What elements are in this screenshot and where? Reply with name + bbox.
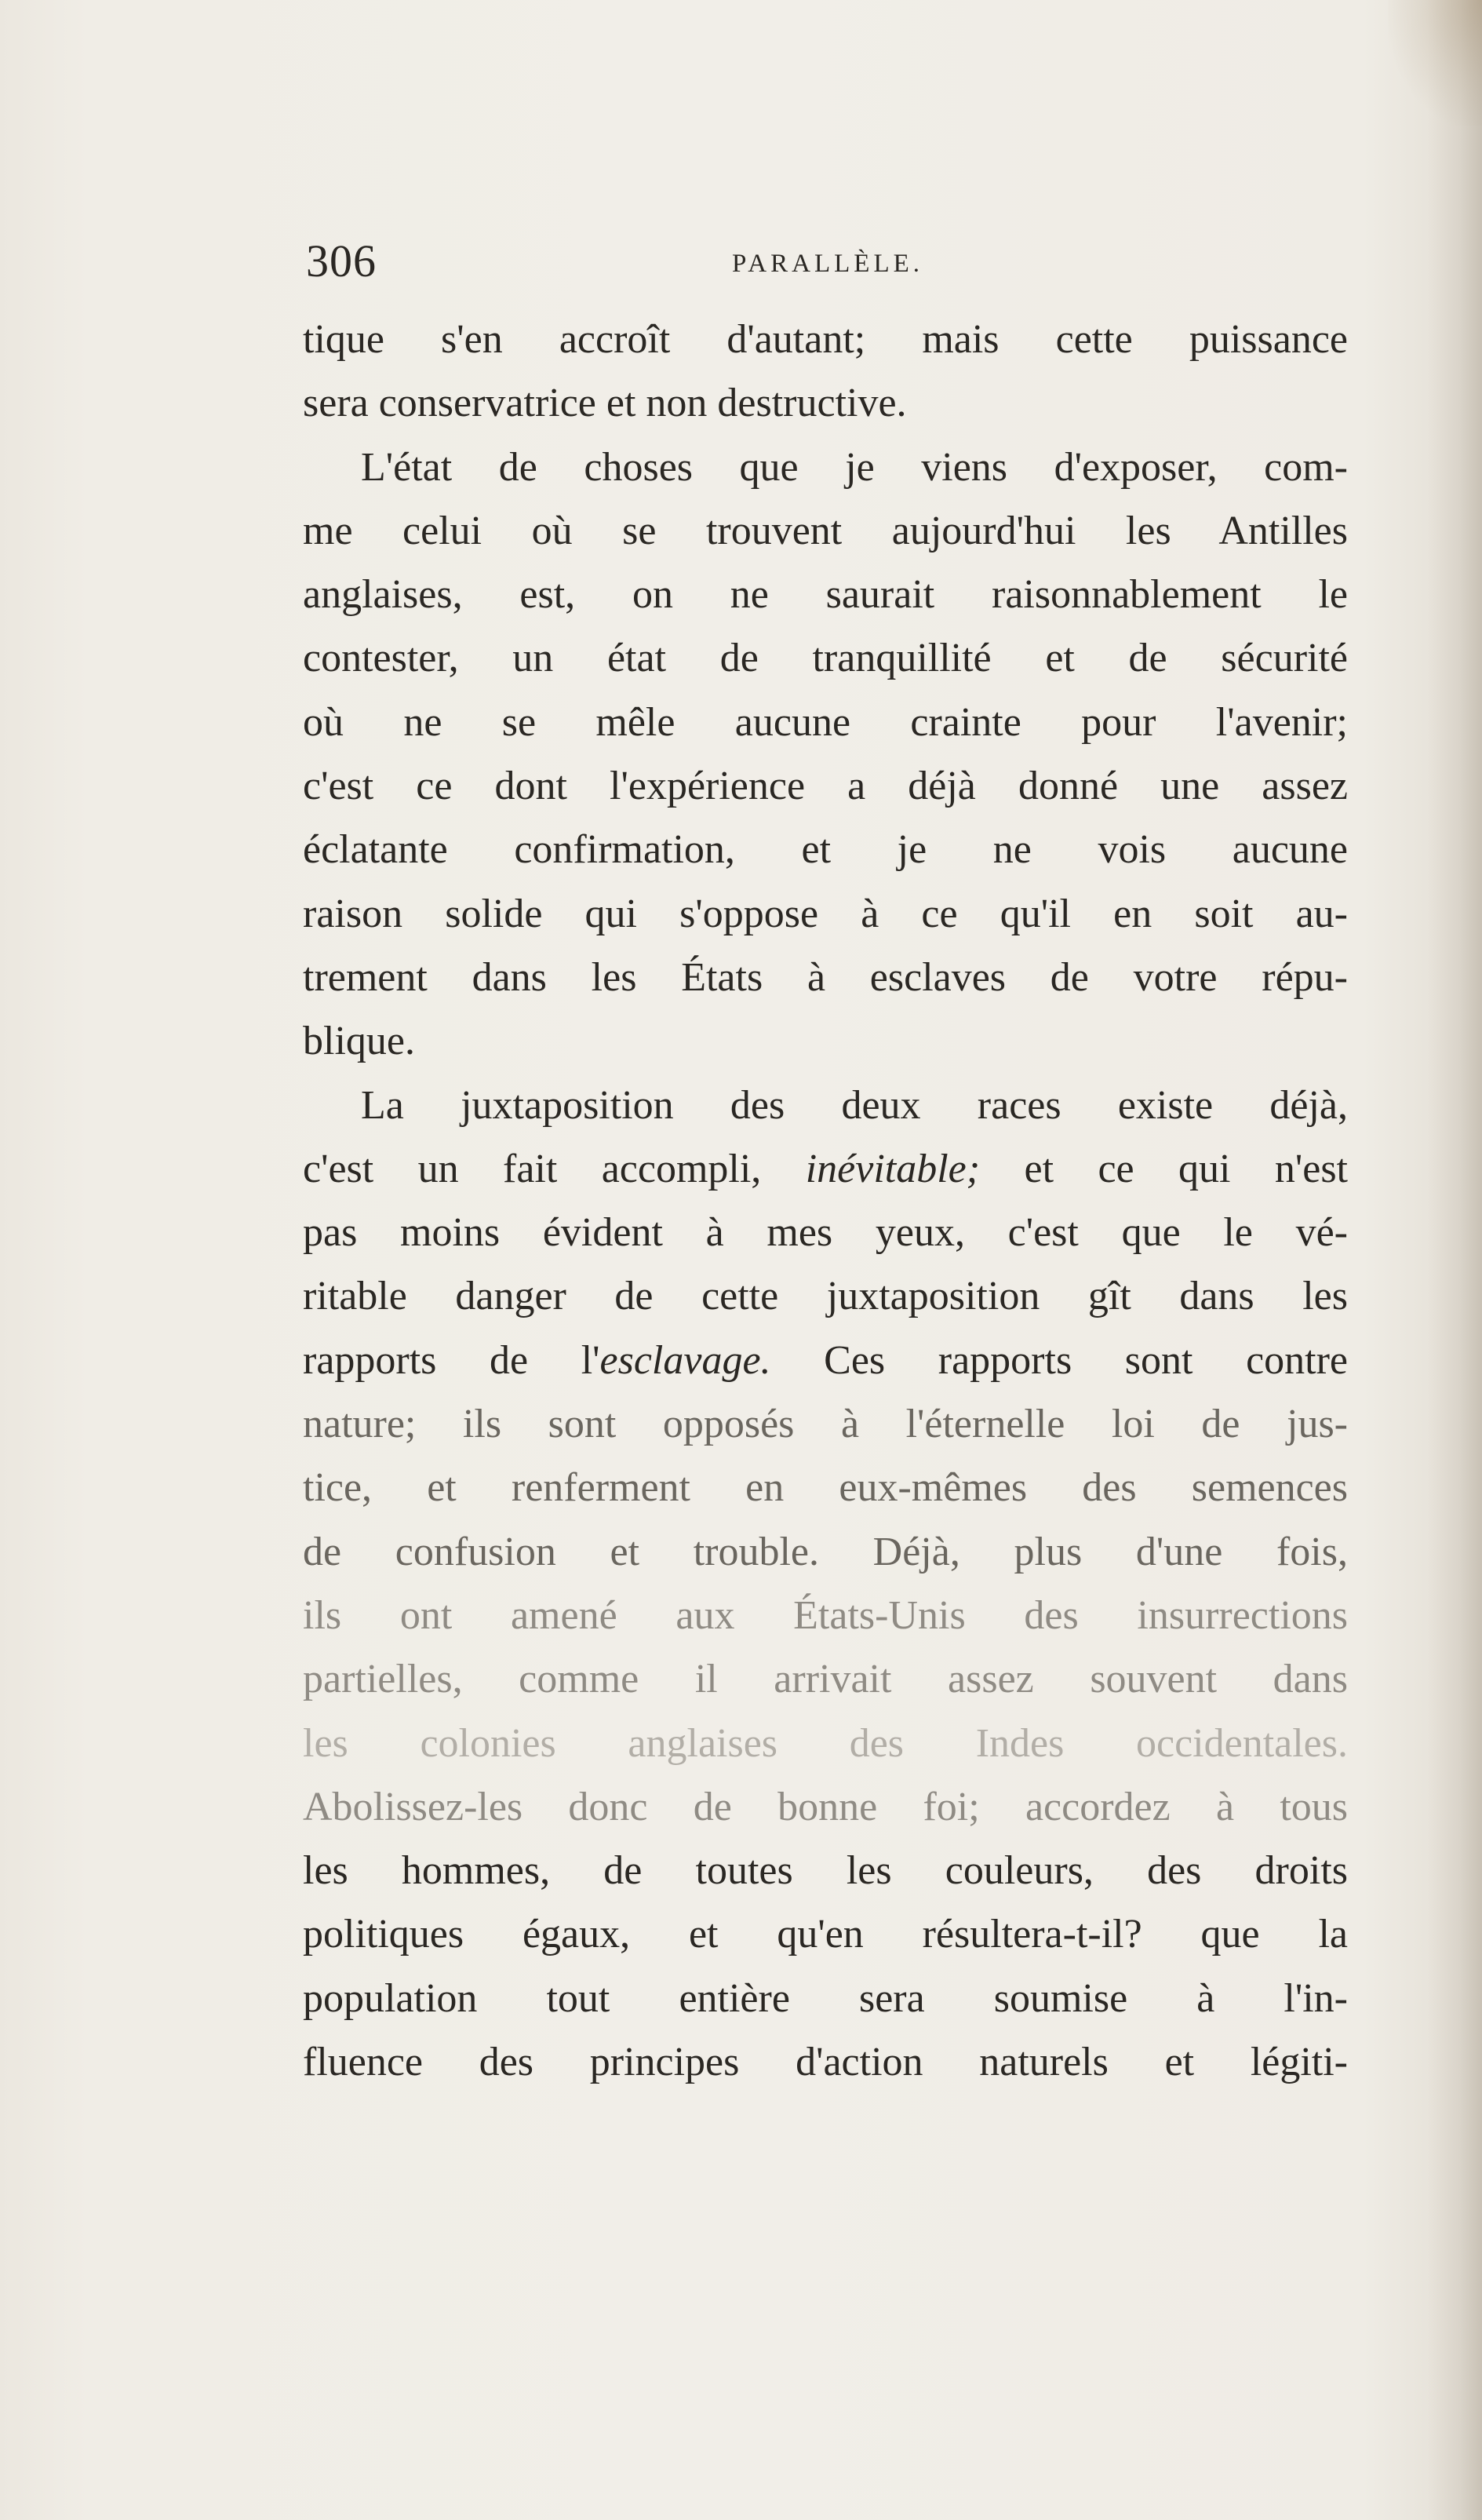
text-line-faded: de confusion et trouble. Déjà, plus d'une fois,: [303, 1529, 1348, 1574]
text-line: raison solide qui s'oppose à ce qu'il en soit au-: [303, 891, 1348, 936]
text-line-faded: partielles, comme il arrivait assez souvent dans: [303, 1657, 1348, 1702]
text-segment: rapports de l': [303, 1337, 600, 1383]
page-corner-stain: [1388, 0, 1482, 126]
running-head: [306, 234, 1349, 289]
text-line-faded: Abolissez-les donc de bonne foi; accordez à tous: [303, 1784, 1348, 1829]
text-segment: et ce qui n'est: [1024, 1146, 1348, 1191]
emphasis-inevitable: inévitable;: [805, 1146, 981, 1191]
text-line-faded: tice, et renferment en eux-mêmes des semences: [303, 1465, 1348, 1511]
text-line: pas moins évident à mes yeux, c'est que le vé-: [303, 1210, 1348, 1256]
text-line: tique s'en accroît d'autant; mais cette puissance: [303, 317, 1348, 362]
text-line: politiques égaux, et qu'en résultera-t-il? que la: [303, 1912, 1348, 1957]
body-text: [303, 308, 1348, 2094]
text-line: ritable danger de cette juxtaposition gît dans les: [303, 1274, 1348, 1319]
text-line: [303, 1329, 1348, 1392]
text-line: éclatante confirmation, et je ne vois aucune: [303, 827, 1348, 873]
page-edge-shadow: [1427, 0, 1482, 2520]
text-line: contester, un état de tranquillité et de sécurité: [303, 636, 1348, 681]
text-line-faded: nature; ils sont opposés à l'éternelle loi de jus-: [303, 1402, 1348, 1447]
text-line: me celui où se trouvent aujourd'hui les Antilles: [303, 508, 1348, 553]
paragraph-start-line: L'état de choses que je viens d'exposer, com-: [361, 444, 1348, 490]
text-line: les hommes, de toutes les couleurs, des droits: [303, 1848, 1348, 1894]
text-segment: c'est un fait accompli,: [303, 1146, 762, 1191]
text-line: sera conservatrice et non destructive.: [303, 381, 907, 426]
paragraph-start-line: La juxtaposition des deux races existe déjà,: [361, 1082, 1348, 1128]
emphasis-esclavage: esclavage.: [599, 1337, 771, 1383]
text-line: anglaises, est, on ne saurait raisonnablement le: [303, 572, 1348, 618]
text-line: [303, 1137, 1348, 1201]
text-line: où ne se mêle aucune crainte pour l'avenir;: [303, 699, 1348, 745]
page-number: 306: [306, 235, 377, 286]
running-title: PARALLÈLE.: [731, 250, 924, 278]
text-line-faded: ils ont amené aux États-Unis des insurrections: [303, 1592, 1348, 1638]
text-line-faded: les colonies anglaises des Indes occidentales.: [303, 1720, 1348, 1766]
text-line: c'est ce dont l'expérience a déjà donné une assez: [303, 764, 1348, 809]
text-line: fluence des principes d'action naturels et légiti-: [303, 2040, 1348, 2085]
text-line: population tout entière sera soumise à l'in-: [303, 1975, 1348, 2021]
text-segment: Ces rapports sont contre: [824, 1337, 1348, 1383]
text-line: trement dans les États à esclaves de votre répu-: [303, 954, 1348, 1000]
text-line: blique.: [303, 1019, 415, 1064]
